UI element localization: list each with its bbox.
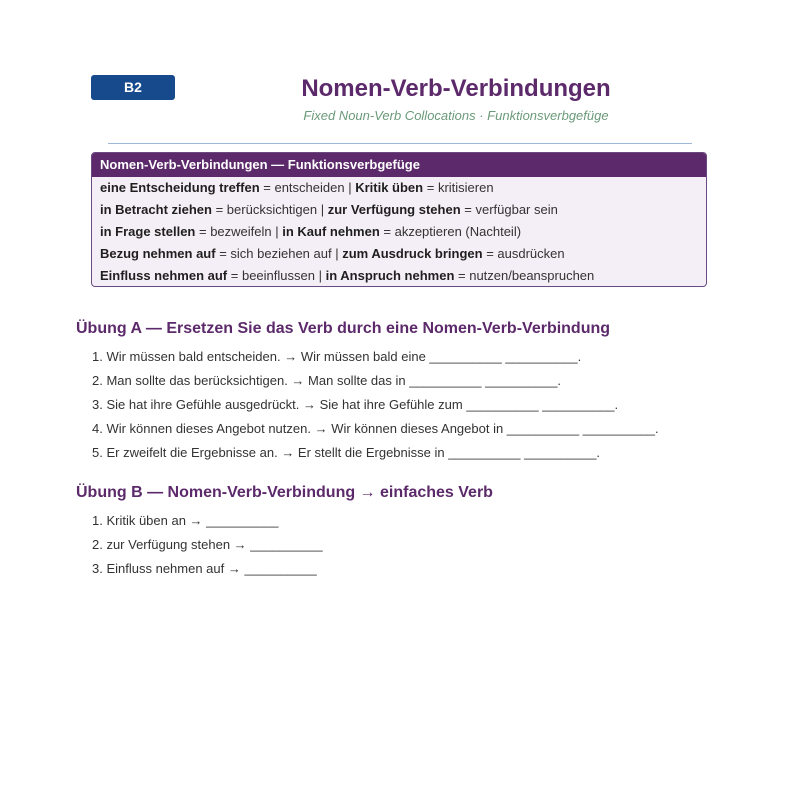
- collocation-meaning: kritisieren: [437, 180, 494, 195]
- page-subtitle: Fixed Noun-Verb Collocations · Funktionsverbgefüge: [303, 108, 609, 123]
- exercise-item: 4. Wir können dieses Angebot nutzen. → Wir können dieses Angebot in __________ __________.: [92, 421, 659, 436]
- reference-row: Bezug nehmen auf = sich beziehen auf | zum Ausdruck bringen = ausdrücken: [100, 246, 565, 261]
- collocation-meaning: nutzen/beanspruchen: [469, 268, 595, 283]
- exercise-item: 3. Sie hat ihre Gefühle ausgedrückt. → Sie hat ihre Gefühle zum __________ __________.: [92, 397, 619, 412]
- collocation-meaning: bezweifeln: [210, 224, 272, 239]
- collocation-phrase: in Anspruch nehmen: [325, 268, 455, 283]
- exercise-item: 2. zur Verfügung stehen → __________: [92, 537, 323, 552]
- exercise-item: 2. Man sollte das berücksichtigen. → Man sollte das in __________ __________.: [92, 373, 562, 388]
- page-title: Nomen-Verb-Verbindungen: [301, 75, 611, 102]
- collocation-meaning: entscheiden: [274, 180, 345, 195]
- reference-box-heading: Nomen-Verb-Verbindungen — Funktionsverbgefüge: [92, 153, 706, 177]
- exercise-item: 3. Einfluss nehmen auf → __________: [92, 561, 317, 576]
- reference-row: Einfluss nehmen auf = beeinflussen | in Anspruch nehmen = nutzen/beanspruchen: [100, 268, 595, 283]
- exercise-b-heading: Übung B — Nomen-Verb-Verbindung → einfaches Verb: [76, 484, 493, 501]
- exercise-item: 1. Kritik üben an → __________: [92, 513, 279, 528]
- exercise-item: 1. Wir müssen bald entscheiden. → Wir müssen bald eine __________ __________.: [92, 349, 582, 364]
- collocation-phrase: eine Entscheidung treffen: [100, 180, 260, 195]
- collocation-meaning: beeinflussen: [241, 268, 315, 283]
- collocation-phrase: Kritik üben: [355, 180, 424, 195]
- collocation-phrase: in Betracht ziehen: [100, 202, 212, 217]
- exercise-item: 5. Er zweifelt die Ergebnisse an. → Er stellt die Ergebnisse in __________ __________.: [92, 445, 601, 460]
- collocation-phrase: zum Ausdruck bringen: [342, 246, 483, 261]
- collocation-phrase: zur Verfügung stehen: [327, 202, 461, 217]
- collocation-phrase: in Kauf nehmen: [282, 224, 380, 239]
- collocation-phrase: Einfluss nehmen auf: [100, 268, 228, 283]
- reference-row: in Betracht ziehen = berücksichtigen | zur Verfügung stehen = verfügbar sein: [100, 202, 558, 217]
- reference-row: in Frage stellen = bezweifeln | in Kauf nehmen = akzeptieren (Nachteil): [100, 224, 522, 239]
- title-divider: [108, 143, 692, 144]
- collocation-phrase: Bezug nehmen auf: [100, 246, 216, 261]
- reference-row: eine Entscheidung treffen = entscheiden | Kritik üben = kritisieren: [100, 180, 494, 195]
- collocation-meaning: ausdrücken: [497, 246, 565, 261]
- collocation-phrase: in Frage stellen: [100, 224, 196, 239]
- collocation-meaning: sich beziehen auf: [230, 246, 332, 261]
- exercise-a-heading: Übung A — Ersetzen Sie das Verb durch eine Nomen-Verb-Verbindung: [76, 320, 611, 337]
- exercise-a-list: [92, 345, 659, 465]
- collocation-meaning: verfügbar sein: [475, 202, 558, 217]
- level-badge: B2: [91, 75, 175, 100]
- reference-box: [91, 152, 707, 287]
- collocation-meaning: akzeptieren (Nachteil): [394, 224, 522, 239]
- collocation-meaning: berücksichtigen: [226, 202, 318, 217]
- exercise-b-list: [92, 509, 323, 581]
